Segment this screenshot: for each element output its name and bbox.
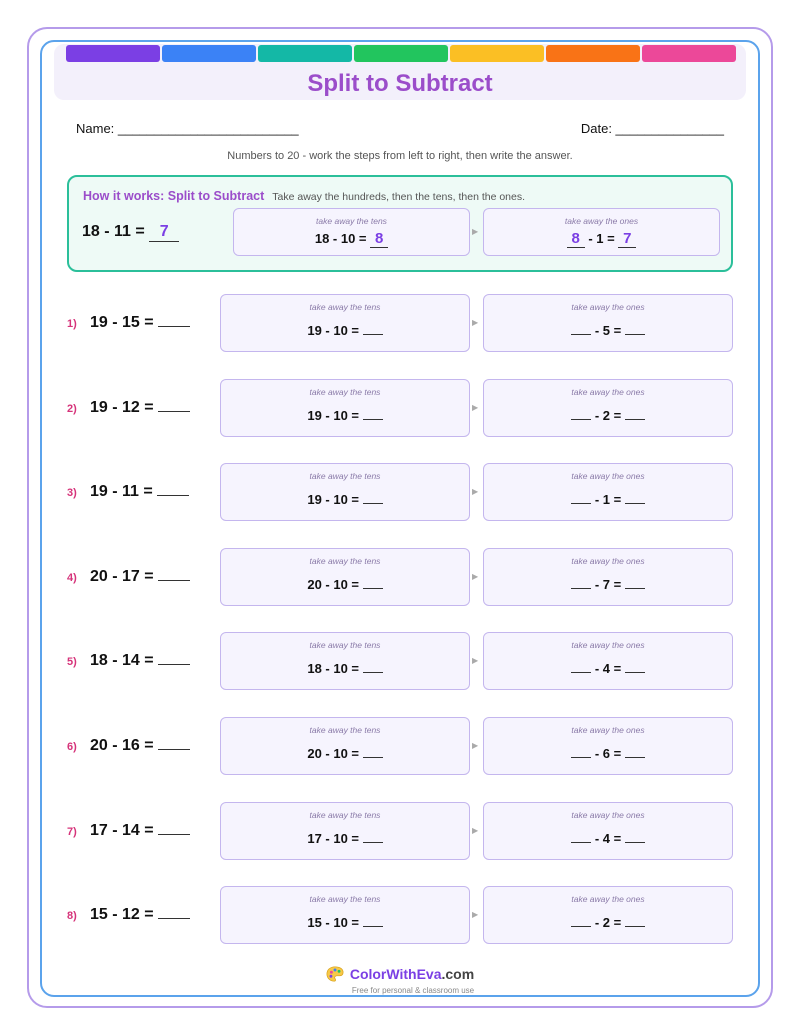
- ones-step-box: [483, 548, 733, 606]
- brand-label: ColorWithEva: [349, 966, 442, 982]
- tens-step-box: [220, 463, 470, 521]
- step-hint: take away the tens: [309, 302, 381, 312]
- tagline: Free for personal & classroom use: [351, 986, 475, 995]
- step-blank[interactable]: [625, 672, 645, 673]
- problem-number: 6): [67, 741, 77, 753]
- example-problem: [82, 223, 179, 242]
- step-hint: take away the tens: [309, 556, 381, 566]
- arrow-icon: ▶: [472, 910, 479, 919]
- tens-step-box: [220, 294, 470, 352]
- problem-equation: [90, 568, 190, 586]
- step-blank[interactable]: [625, 503, 645, 504]
- step-blank[interactable]: [625, 842, 645, 843]
- tens-step-box: [220, 886, 470, 944]
- step-blank[interactable]: [363, 588, 383, 589]
- example-title: How it works: Split to Subtract: [83, 189, 265, 203]
- step-expression: 19 - 10 =: [307, 408, 360, 423]
- example-step1-box: [233, 208, 470, 256]
- step-hint: take away the tens: [309, 471, 381, 481]
- step-expression: - 2 =: [594, 408, 622, 423]
- arrow-icon: ▶: [472, 318, 479, 327]
- problem-number: 5): [67, 656, 77, 668]
- step-blank[interactable]: [363, 503, 383, 504]
- problem-equation: [90, 737, 190, 755]
- step-hint: take away the ones: [571, 471, 645, 481]
- step-blank[interactable]: [571, 503, 591, 504]
- step-expression: - 2 =: [594, 915, 622, 930]
- problem-number: 1): [67, 318, 77, 330]
- problem-expression: 19 - 15 =: [90, 314, 154, 331]
- step-hint: take away the ones: [571, 894, 645, 904]
- step-blank[interactable]: [363, 672, 383, 673]
- step-hint: take away the ones: [571, 810, 645, 820]
- step-blank[interactable]: [363, 926, 383, 927]
- step-hint: take away the tens: [316, 216, 387, 226]
- problem-equation: [90, 483, 189, 501]
- example-equation: 18 - 11 =: [82, 223, 145, 240]
- brand-domain: .com: [441, 966, 475, 982]
- step-expression: 17 - 10 =: [307, 831, 360, 846]
- problem-expression: 15 - 12 =: [90, 906, 154, 923]
- arrow-icon: ▶: [472, 403, 479, 412]
- step-equation: [484, 915, 732, 930]
- step-blank[interactable]: [625, 588, 645, 589]
- step-answer: 7: [618, 230, 636, 248]
- step-equation: [221, 323, 469, 338]
- step-blank[interactable]: [625, 757, 645, 758]
- step-blank[interactable]: [363, 334, 383, 335]
- problem-number: 2): [67, 403, 77, 415]
- step-hint: take away the tens: [309, 387, 381, 397]
- step-expression: 20 - 10 =: [307, 577, 360, 592]
- step-equation: [484, 230, 719, 248]
- ones-step-box: [483, 632, 733, 690]
- step-expression: - 1 =: [588, 231, 615, 246]
- step-blank[interactable]: [625, 419, 645, 420]
- step-equation: [221, 915, 469, 930]
- color-segment: [162, 45, 256, 62]
- ones-step-box: [483, 717, 733, 775]
- step-equation: [484, 577, 732, 592]
- answer-blank[interactable]: [157, 495, 189, 496]
- tens-step-box: [220, 548, 470, 606]
- tens-step-box: [220, 379, 470, 437]
- problem-expression: 20 - 16 =: [90, 737, 154, 754]
- step-equation: [484, 831, 732, 846]
- step-blank[interactable]: [571, 588, 591, 589]
- arrow-icon: ▶: [472, 741, 479, 750]
- example-heading: [83, 189, 525, 203]
- tens-step-box: [220, 802, 470, 860]
- step-equation: [221, 492, 469, 507]
- step-expression: - 5 =: [594, 323, 622, 338]
- answer-blank[interactable]: [158, 664, 190, 665]
- step-expression: - 7 =: [594, 577, 622, 592]
- step-blank[interactable]: [363, 842, 383, 843]
- brand-name: [350, 966, 474, 982]
- ones-step-box: [483, 379, 733, 437]
- step-hint: take away the tens: [309, 894, 381, 904]
- ones-step-box: [483, 886, 733, 944]
- step-hint: take away the tens: [309, 725, 381, 735]
- arrow-icon: ▶: [472, 227, 479, 236]
- step-expression: - 6 =: [594, 746, 622, 761]
- color-strip: [66, 45, 736, 62]
- step-expression: 19 - 10 =: [307, 492, 360, 507]
- step-blank[interactable]: [625, 926, 645, 927]
- step-hint: take away the ones: [571, 556, 645, 566]
- step-hint: take away the ones: [564, 216, 639, 226]
- problem-equation: [90, 906, 190, 924]
- step-equation: [221, 746, 469, 761]
- problem-number: 3): [67, 487, 77, 499]
- step-equation: [484, 323, 732, 338]
- problem-expression: 19 - 11 =: [90, 483, 153, 500]
- example-answer: 7: [149, 223, 179, 242]
- answer-blank[interactable]: [158, 411, 190, 412]
- arrow-icon: ▶: [472, 826, 479, 835]
- step-equation: [221, 408, 469, 423]
- step-equation: [484, 408, 732, 423]
- step-expression: 18 - 10 =: [314, 231, 367, 246]
- arrow-icon: ▶: [472, 656, 479, 665]
- step-hint: take away the ones: [571, 302, 645, 312]
- tens-step-box: [220, 632, 470, 690]
- answer-blank[interactable]: [158, 326, 190, 327]
- palette-icon: [326, 965, 344, 983]
- problem-number: 7): [67, 826, 77, 838]
- answer-blank[interactable]: [158, 749, 190, 750]
- step-expression: 15 - 10 =: [307, 915, 360, 930]
- answer-blank[interactable]: [158, 918, 190, 919]
- problem-equation: [90, 822, 190, 840]
- color-segment: [546, 45, 640, 62]
- footer: [0, 965, 800, 995]
- step-hint: take away the tens: [309, 810, 381, 820]
- step-answer: 8: [370, 230, 388, 248]
- step-blank[interactable]: [571, 672, 591, 673]
- step-blank[interactable]: [571, 926, 591, 927]
- step-blank[interactable]: [571, 419, 591, 420]
- problem-expression: 18 - 14 =: [90, 652, 154, 669]
- step-blank[interactable]: [571, 334, 591, 335]
- step-blank[interactable]: [625, 334, 645, 335]
- step-equation: [484, 746, 732, 761]
- color-segment: [354, 45, 448, 62]
- color-segment: [258, 45, 352, 62]
- problem-number: 8): [67, 910, 77, 922]
- problem-equation: [90, 399, 190, 417]
- step-blank[interactable]: [571, 757, 591, 758]
- step-expression: - 1 =: [594, 492, 622, 507]
- step-equation: [484, 492, 732, 507]
- step-expression: - 4 =: [594, 661, 622, 676]
- answer-blank[interactable]: [158, 834, 190, 835]
- step-equation: [221, 831, 469, 846]
- step-equation: [221, 661, 469, 676]
- step-blank[interactable]: [571, 842, 591, 843]
- step-expression: 19 - 10 =: [307, 323, 360, 338]
- step-equation: [234, 230, 469, 248]
- ones-step-box: [483, 294, 733, 352]
- worksheet-title: Split to Subtract: [307, 70, 493, 97]
- ones-step-box: [483, 802, 733, 860]
- problem-expression: 17 - 14 =: [90, 822, 154, 839]
- step-hint: take away the tens: [309, 640, 381, 650]
- example-subtitle: Take away the hundreds, then the tens, then the ones.: [272, 191, 526, 203]
- step-expression: 20 - 10 =: [307, 746, 360, 761]
- problem-expression: 19 - 12 =: [90, 399, 154, 416]
- example-step2-box: [483, 208, 720, 256]
- step-expression: - 4 =: [594, 831, 622, 846]
- date-field[interactable]: Date: _______________: [580, 121, 724, 136]
- arrow-icon: ▶: [472, 572, 479, 581]
- step-expression: 18 - 10 =: [307, 661, 360, 676]
- color-segment: [66, 45, 160, 62]
- step-blank[interactable]: [363, 419, 383, 420]
- problem-number: 4): [67, 572, 77, 584]
- step-hint: take away the ones: [571, 725, 645, 735]
- problem-equation: [90, 314, 190, 332]
- ones-step-box: [483, 463, 733, 521]
- answer-blank[interactable]: [158, 580, 190, 581]
- logo: [326, 965, 474, 983]
- step-equation: [221, 577, 469, 592]
- problem-equation: [90, 652, 190, 670]
- color-segment: [642, 45, 736, 62]
- step-blank[interactable]: [363, 757, 383, 758]
- step-equation: [484, 661, 732, 676]
- name-field[interactable]: Name: _________________________: [76, 121, 299, 136]
- problem-expression: 20 - 17 =: [90, 568, 154, 585]
- arrow-icon: ▶: [472, 487, 479, 496]
- step-start-value: 8: [567, 230, 585, 248]
- step-hint: take away the ones: [571, 387, 645, 397]
- tens-step-box: [220, 717, 470, 775]
- color-segment: [450, 45, 544, 62]
- instructions: Numbers to 20 - work the steps from left to right, then write the answer.: [227, 150, 573, 162]
- step-hint: take away the ones: [571, 640, 645, 650]
